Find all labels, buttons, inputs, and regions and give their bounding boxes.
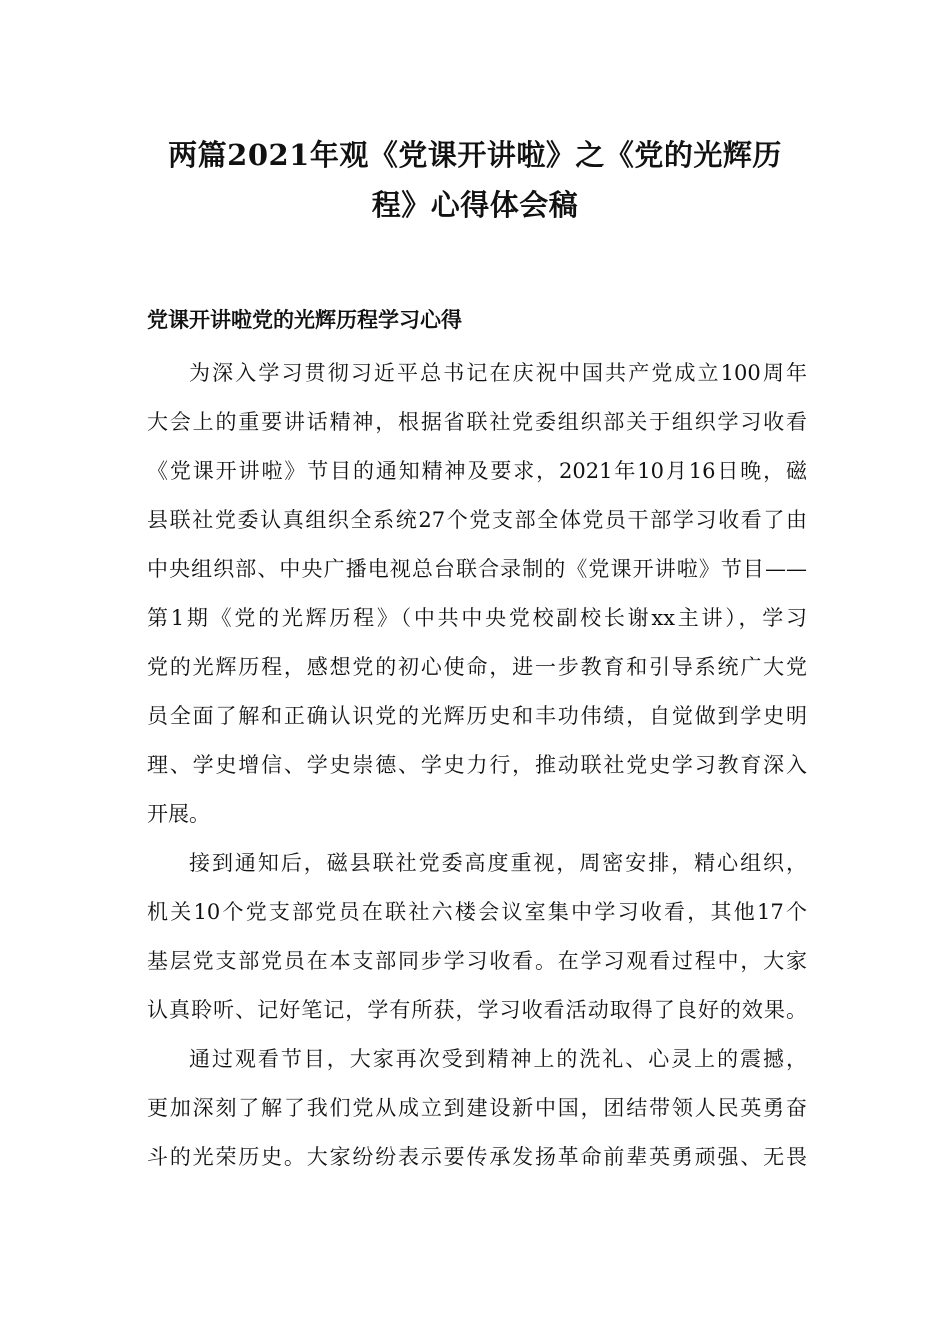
paragraph-2-line: 机关10个党支部党员在联社六楼会议室集中学习收看，其他17个 <box>147 900 807 924</box>
body-text <box>147 349 807 1182</box>
title-line-1: 两篇2021年观《党课开讲啦》之《党的光辉历 <box>168 138 782 172</box>
title-line-2: 程》心得体会稿 <box>371 188 579 222</box>
paragraph-3-line: 通过观看节目，大家再次受到精神上的洗礼、心灵上的震撼， <box>189 1047 807 1071</box>
paragraph-1-line: 理、学史增信、学史崇德、学史力行，推动联社党史学习教育深入 <box>147 753 807 777</box>
paragraph-2-line: 基层党支部党员在本支部同步学习收看。在学习观看过程中，大家 <box>147 949 807 973</box>
paragraph-3-line: 斗的光荣历史。大家纷纷表示要传承发扬革命前辈英勇顽强、无畏 <box>147 1145 807 1169</box>
document-title <box>145 130 805 230</box>
paragraph-1-line: 开展。 <box>147 802 210 826</box>
paragraph-1-line: 县联社党委认真组织全系统27个党支部全体党员干部学习收看了由 <box>147 508 807 532</box>
paragraph-1-line: 《党课开讲啦》节目的通知精神及要求，2021年10月16日晚，磁 <box>147 459 807 483</box>
paragraph-2-line: 接到通知后，磁县联社党委高度重视，周密安排，精心组织， <box>189 851 807 875</box>
paragraph-1-line: 中央组织部、中央广播电视总台联合录制的《党课开讲啦》节目—— <box>147 557 807 581</box>
paragraph-1-line: 党的光辉历程，感想党的初心使命，进一步教育和引导系统广大党 <box>147 655 807 679</box>
section-heading: 党课开讲啦党的光辉历程学习心得 <box>147 307 462 332</box>
paragraph-1-line: 大会上的重要讲话精神，根据省联社党委组织部关于组织学习收看 <box>147 410 807 434</box>
paragraph-2-line: 认真聆听、记好笔记，学有所获，学习收看活动取得了良好的效果。 <box>147 998 807 1022</box>
paragraph-3-line: 更加深刻了解了我们党从成立到建设新中国，团结带领人民英勇奋 <box>147 1096 807 1120</box>
paragraph-1-line: 第1期《党的光辉历程》（中共中央党校副校长谢xx主讲），学习 <box>147 606 807 630</box>
paragraph-1-line: 为深入学习贯彻习近平总书记在庆祝中国共产党成立100周年 <box>189 361 807 385</box>
paragraph-1-line: 员全面了解和正确认识党的光辉历史和丰功伟绩，自觉做到学史明 <box>147 704 807 728</box>
